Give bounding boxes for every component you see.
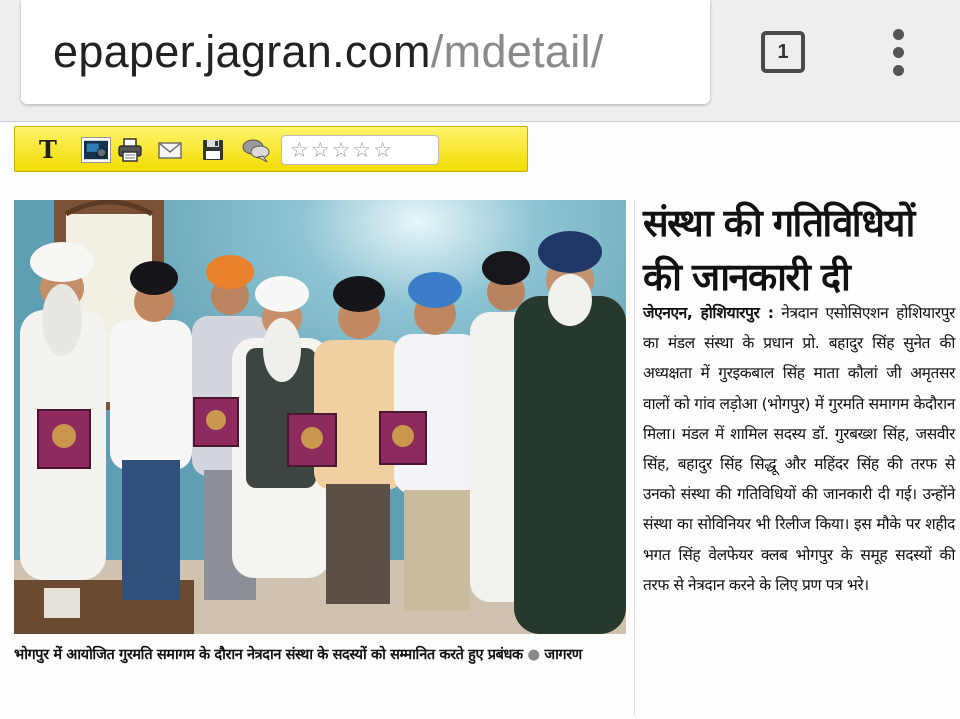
overflow-menu-icon[interactable] [888,27,910,77]
photo-illustration [14,200,626,634]
url-path: /mdetail/ [430,26,604,77]
epaper-page [0,122,960,719]
caption-text: भोगपुर में आयोजित गुरमति समागम के दौरान नेत्रदान संस्था के सदस्यों को सम्मानित करते हुए प्रबंधक [14,647,523,663]
menu-dot [893,47,904,58]
text-size-icon[interactable]: T [39,135,57,164]
url-host: epaper.jagran.com [53,26,431,77]
article-photo[interactable] [14,200,626,634]
menu-dot [893,29,904,40]
menu-dot [893,65,904,76]
article-body-text: नेत्रदान एसोसिएशन होशियारपुर का मंडल संस्था के प्रधान प्रो. बहादुर सिंह सुनेत की अध्यक्षता में गुरइकबाल सिंह माता कौलां जी अमृतसर वालों को गांव लड़ोआ (भोगपुर) में गुरमति समागम केदौरान मिला। मंडल में शामिल सदस्य डॉ. गुरबख्श सिंह, जसवीर सिंह, बहादुर सिंह सिद्धू और महिंदर सिंह की तरफ से उनको संस्था की गतिविधियों की जानकारी दी गई। उन्होंने संस्था का सोविनियर भी रिलीज किया। इस मौके पर शहीद भगत सिंह वेलफेयर क्लब भोगपुर के समूह सदस्यों की तरफ से नेत्रदान करने के लिए प्रण पत्र भरे। [643,304,955,594]
caption-bullet: ● [527,647,540,663]
caption-credit: जागरण [544,647,582,663]
article-headline: संस्था की गतिविधियों की जानकारी दी [643,201,914,299]
address-bar[interactable] [21,0,710,104]
comment-icon[interactable] [241,137,271,163]
photo-icon[interactable] [81,137,111,163]
article-toolbar [14,126,528,172]
save-icon[interactable] [201,137,225,163]
article-dateline: जेएनएन, होशियारपुर : [643,304,774,322]
mail-icon[interactable] [157,137,183,163]
column-divider [634,200,635,715]
article-body [643,298,955,600]
url-text [53,26,604,78]
star-rating[interactable]: ☆☆☆☆☆ [281,135,439,165]
photo-caption [14,643,626,668]
browser-chrome [0,0,960,122]
tab-switcher-button[interactable]: 1 [761,31,805,73]
print-icon[interactable] [117,137,143,163]
